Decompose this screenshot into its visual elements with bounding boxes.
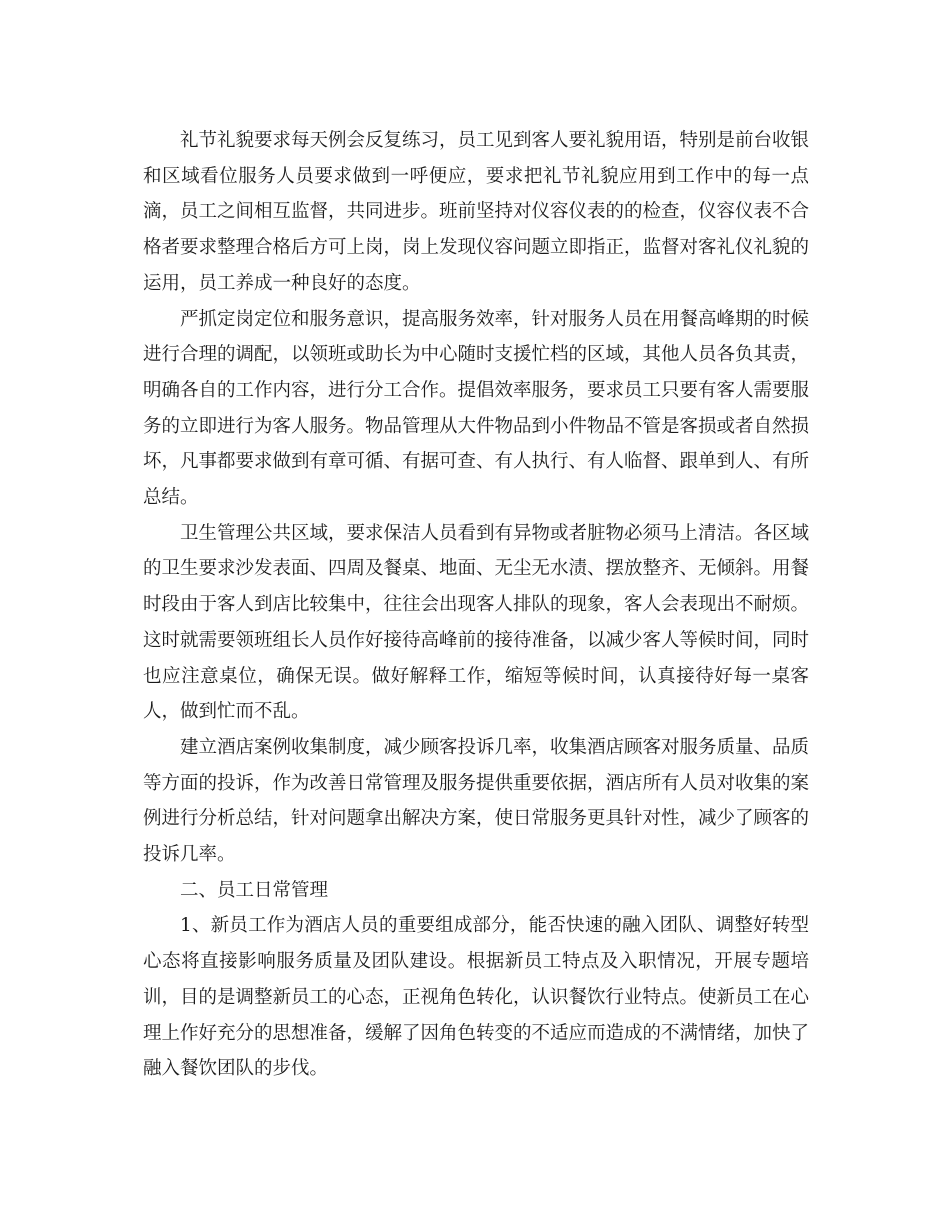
document-body [143, 123, 809, 1087]
paragraph-service-efficiency: 严抓定岗定位和服务意识，提高服务效率，针对服务人员在用餐高峰期的时候进行合理的调配，以领班或助长为中心随时支援忙档的区域，其他人员各负其责，明确各自的工作内容，进行分工合作。提倡效率服务，要求员工只要有客人需要服务的立即进行为客人服务。物品管理从大件物品到小件物品不管是客损或者自然损坏，凡事都要求做到有章可循、有据可查、有人执行、有人临督、跟单到人、有所总结。 [143, 308, 810, 509]
paragraph-etiquette: 礼节礼貌要求每天例会反复练习，员工见到客人要礼貌用语，特别是前台收银和区域看位服务人员要求做到一呼便应，要求把礼节礼貌应用到工作中的每一点滴，员工之间相互监督，共同进步。班前坚持对仪容仪表的的检查，仪容仪表不合格者要求整理合格后方可上岗，岗上发现仪容问题立即指正，监督对客礼仪礼貌的运用，员工养成一种良好的态度。 [143, 130, 810, 294]
paragraph-complaint-cases: 建立酒店案例收集制度，减少顾客投诉几率，收集酒店顾客对服务质量、品质等方面的投诉，作为改善日常管理及服务提供重要依据，酒店所有人员对收集的案例进行分析总结，针对问题拿出解决方案，使日常服务更具针对性，减少了顾客的投诉几率。 [143, 736, 810, 866]
paragraph-new-staff: 1、新员工作为酒店人员的重要组成部分，能否快速的融入团队、调整好转型心态将直接影响服务质量及团队建设。根据新员工特点及入职情况，开展专题培训，目的是调整新员工的心态，正视角色转化，认识餐饮行业特点。使新员工在心理上作好充分的思想准备，缓解了因角色转变的不适应而造成的不满情绪，加快了融入餐饮团队的步伐。 [143, 915, 810, 1080]
paragraph-hygiene: 卫生管理公共区域，要求保洁人员看到有异物或者脏物必须马上清洁。各区域的卫生要求沙发表面、四周及餐桌、地面、无尘无水渍、摆放整齐、无倾斜。用餐时段由于客人到店比较集中，往往会出现客人排队的现象，客人会表现出不耐烦。这时就需要领班组长人员作好接待高峰前的接待准备，以减少客人等候时间，同时也应注意桌位，确保无误。做好解释工作，缩短等候时间，认真接待好每一桌客人，做到忙而不乱。 [143, 522, 810, 723]
section-heading-staff-management: 二、员工日常管理 [180, 879, 329, 901]
